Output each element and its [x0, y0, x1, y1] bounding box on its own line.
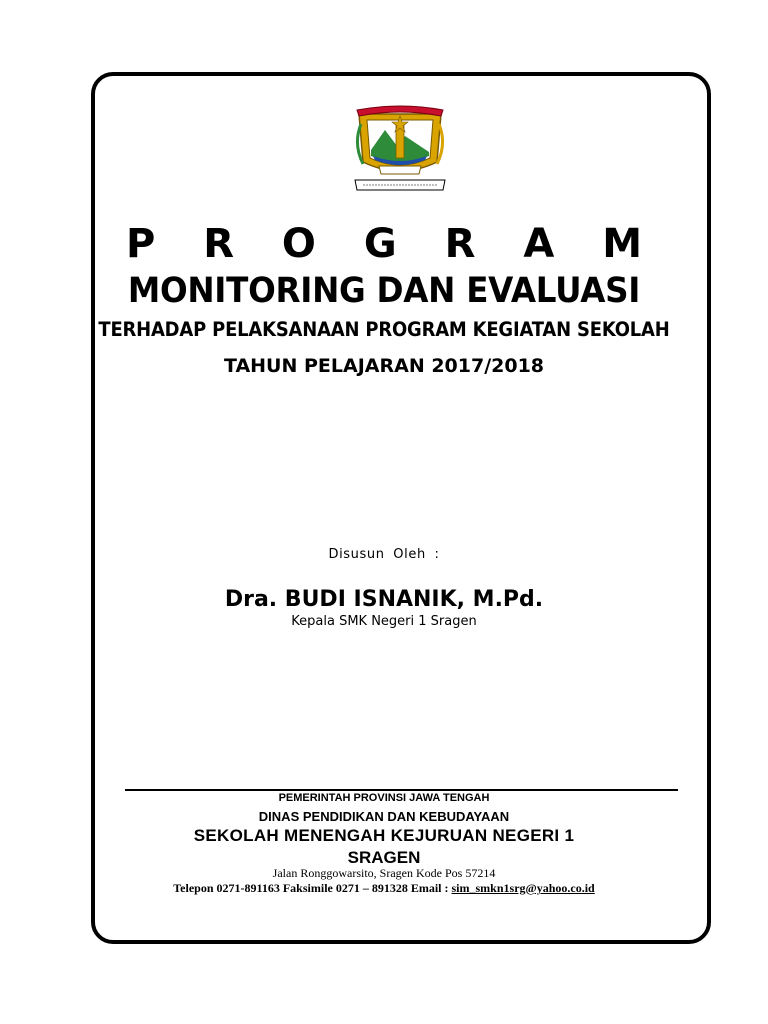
author-role: Kepala SMK Negeri 1 Sragen [291, 614, 477, 629]
jawa-tengah-emblem-icon [349, 100, 451, 196]
cover-subtitle: TERHADAP PELAKSANAAN PROGRAM KEGIATAN SEKOLAH [98, 318, 670, 341]
cover-title: MONITORING DAN EVALUASI [127, 271, 641, 311]
letterhead-department: DINAS PENDIDIKAN DAN KEBUDAYAAN [258, 809, 510, 824]
letterhead-government: PEMERINTAH PROVINSI JAWA TENGAH [278, 792, 490, 804]
prepared-by-label: Disusun Oleh : [328, 547, 440, 562]
author-name: Dra. BUDI ISNANIK, M.Pd. [224, 587, 544, 612]
cover-program-heading: P R O G R A M [125, 221, 660, 267]
letterhead-address: Jalan Ronggowarsito, Sragen Kode Pos 57214 [272, 866, 496, 880]
letterhead-divider [125, 789, 678, 791]
letterhead-city: SRAGEN [347, 848, 421, 867]
letterhead-contact [0, 881, 768, 896]
email-link[interactable]: sim_smkn1srg@yahoo.co.id [451, 881, 595, 895]
cover-academic-year: TAHUN PELAJARAN 2017/2018 [223, 355, 545, 377]
letterhead-contact-text: Telepon 0271-891163 Faksimile 0271 – 891328 Email : [173, 881, 452, 895]
letterhead-school-name: SEKOLAH MENENGAH KEJURUAN NEGERI 1 [193, 826, 575, 845]
